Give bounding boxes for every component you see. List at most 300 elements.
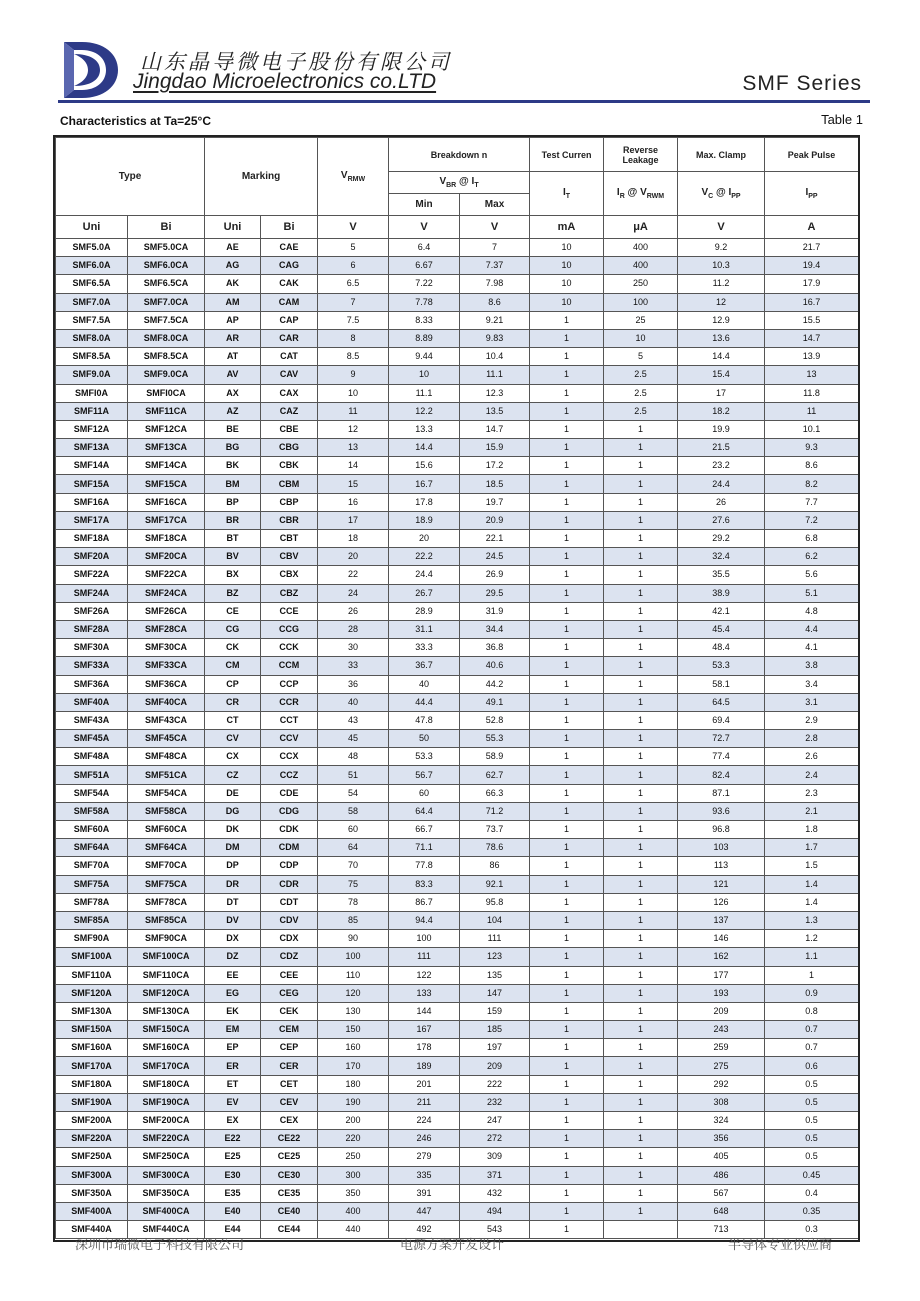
table-cell: SMF24CA <box>128 584 205 602</box>
table-cell: DV <box>205 911 261 929</box>
table-cell: 137 <box>678 911 765 929</box>
table-cell: 432 <box>460 1184 530 1202</box>
table-cell: 10 <box>530 293 604 311</box>
table-cell: 122 <box>389 966 460 984</box>
table-cell: CCM <box>261 657 318 675</box>
table-cell: SMF220A <box>56 1130 128 1148</box>
table-cell: 0.7 <box>765 1039 859 1057</box>
table-cell: 50 <box>389 730 460 748</box>
table-row <box>56 275 859 293</box>
table-cell: SMF13CA <box>128 439 205 457</box>
table-cell: 1 <box>604 584 678 602</box>
table-cell: 159 <box>460 1002 530 1020</box>
table-cell: SMF54CA <box>128 784 205 802</box>
table-cell: 1 <box>530 348 604 366</box>
table-row <box>56 548 859 566</box>
table-cell: 35.5 <box>678 566 765 584</box>
table-cell: 177 <box>678 966 765 984</box>
units-row <box>56 216 859 239</box>
table-cell: CE40 <box>261 1202 318 1220</box>
table-cell: 82.4 <box>678 766 765 784</box>
table-row <box>56 239 859 257</box>
table-cell: 1 <box>530 402 604 420</box>
table-cell: 543 <box>460 1221 530 1239</box>
table-cell: 0.5 <box>765 1075 859 1093</box>
table-cell: 1 <box>604 1057 678 1075</box>
header-type: Type <box>56 138 205 216</box>
table-cell: 220 <box>318 1130 389 1148</box>
table-cell: 1 <box>604 1202 678 1220</box>
table-cell: 17.2 <box>460 457 530 475</box>
table-cell: DZ <box>205 948 261 966</box>
table-cell: SMF200A <box>56 1112 128 1130</box>
table-cell: 250 <box>604 275 678 293</box>
table-row <box>56 966 859 984</box>
table-cell: 292 <box>678 1075 765 1093</box>
table-cell: E30 <box>205 1166 261 1184</box>
table-cell: SMF300A <box>56 1166 128 1184</box>
table-cell: 1 <box>604 930 678 948</box>
table-cell: DM <box>205 839 261 857</box>
table-cell: ET <box>205 1075 261 1093</box>
table-cell: 10 <box>530 257 604 275</box>
table-cell: 279 <box>389 1148 460 1166</box>
table-cell: 648 <box>678 1202 765 1220</box>
table-cell: EG <box>205 984 261 1002</box>
table-cell: SMF16CA <box>128 493 205 511</box>
table-cell: 30 <box>318 639 389 657</box>
table-cell: 5.6 <box>765 566 859 584</box>
table-label: Table 1 <box>821 112 863 127</box>
table-cell: 146 <box>678 930 765 948</box>
table-cell: SMF48CA <box>128 748 205 766</box>
table-cell: SMF75CA <box>128 875 205 893</box>
table-cell: 391 <box>389 1184 460 1202</box>
table-cell: SMF400A <box>56 1202 128 1220</box>
table-cell: 126 <box>678 893 765 911</box>
table-cell: 1 <box>604 1130 678 1148</box>
table-cell: CE44 <box>261 1221 318 1239</box>
footer-mid-text: 电源方案开发设计 <box>400 1237 505 1252</box>
table-cell: 1 <box>604 675 678 693</box>
header-test-current: Test Curren <box>530 138 604 172</box>
table-cell: CCR <box>261 693 318 711</box>
table-cell: SMF60CA <box>128 821 205 839</box>
table-cell: SMF12CA <box>128 420 205 438</box>
table-cell: 13.5 <box>460 402 530 420</box>
table-cell: 11 <box>765 402 859 420</box>
table-cell: SMFI0CA <box>128 384 205 402</box>
table-cell: CE30 <box>261 1166 318 1184</box>
header-ipp: $I_{PP}$ <box>765 172 859 216</box>
table-cell: CER <box>261 1057 318 1075</box>
table-cell: 64.5 <box>678 693 765 711</box>
table-cell: 1 <box>604 511 678 529</box>
table-cell: SMF70A <box>56 857 128 875</box>
footer-right-text: 半导体专业供应商 <box>728 1237 833 1252</box>
table-cell: 1 <box>604 439 678 457</box>
table-cell: 232 <box>460 1093 530 1111</box>
table-cell: 1 <box>530 802 604 820</box>
table-cell: 42.1 <box>678 602 765 620</box>
table-row <box>56 1093 859 1111</box>
table-cell: 73.7 <box>460 821 530 839</box>
table-cell: 36.8 <box>460 639 530 657</box>
table-row <box>56 457 859 475</box>
table-cell: 224 <box>389 1112 460 1130</box>
table-cell: 5.1 <box>765 584 859 602</box>
table-cell: SMF100A <box>56 948 128 966</box>
table-cell: 53.3 <box>389 748 460 766</box>
table-row <box>56 475 859 493</box>
table-row <box>56 766 859 784</box>
table-cell: 1 <box>530 620 604 638</box>
table-cell: SMF190CA <box>128 1093 205 1111</box>
table-cell: SMF85A <box>56 911 128 929</box>
table-cell: 110 <box>318 966 389 984</box>
table-cell: 10 <box>389 366 460 384</box>
table-cell: 0.4 <box>765 1184 859 1202</box>
table-cell: 58 <box>318 802 389 820</box>
table-cell: SMF16A <box>56 493 128 511</box>
table-cell: CBX <box>261 566 318 584</box>
table-cell: SMF350CA <box>128 1184 205 1202</box>
table-row <box>56 293 859 311</box>
table-cell: 54 <box>318 784 389 802</box>
table-cell: 19.7 <box>460 493 530 511</box>
table-cell: 32.4 <box>678 548 765 566</box>
table-cell: 3.8 <box>765 657 859 675</box>
table-cell: 77.4 <box>678 748 765 766</box>
table-cell: 6 <box>318 257 389 275</box>
table-cell: CAR <box>261 329 318 347</box>
table-cell: 1 <box>604 657 678 675</box>
table-cell: 58.9 <box>460 748 530 766</box>
table-cell: 1 <box>604 420 678 438</box>
table-cell: 486 <box>678 1166 765 1184</box>
table-cell: ER <box>205 1057 261 1075</box>
table-cell: CBG <box>261 439 318 457</box>
table-cell: CBV <box>261 548 318 566</box>
table-row <box>56 748 859 766</box>
table-cell: 47.8 <box>389 711 460 729</box>
table-cell: SMF9.0A <box>56 366 128 384</box>
table-cell: BT <box>205 530 261 548</box>
table-cell: SMF75A <box>56 875 128 893</box>
table-cell: 24 <box>318 584 389 602</box>
table-cell: 34.4 <box>460 620 530 638</box>
table-cell: SMF6.0CA <box>128 257 205 275</box>
table-cell: 86 <box>460 857 530 875</box>
table-cell: 10 <box>604 329 678 347</box>
table-cell: 1 <box>530 1130 604 1148</box>
table-cell: 1 <box>530 1002 604 1020</box>
table-cell: SMF150A <box>56 1021 128 1039</box>
table-cell: CDG <box>261 802 318 820</box>
table-cell: 18.9 <box>389 511 460 529</box>
table-cell: 1 <box>604 948 678 966</box>
table-cell: 1 <box>530 693 604 711</box>
table-cell: CDK <box>261 821 318 839</box>
table-cell: 2.8 <box>765 730 859 748</box>
table-cell: SMF40A <box>56 693 128 711</box>
header-reverse-leakage: Reverse Leakage <box>604 138 678 172</box>
table-cell: SMFI0A <box>56 384 128 402</box>
header-min: Min <box>389 194 460 216</box>
table-cell: 1 <box>604 639 678 657</box>
table-cell: 22.2 <box>389 548 460 566</box>
table-cell: SMF17A <box>56 511 128 529</box>
table-cell: 400 <box>604 257 678 275</box>
table-row <box>56 402 859 420</box>
table-row <box>56 1148 859 1166</box>
table-cell: 250 <box>318 1148 389 1166</box>
table-cell: 62.7 <box>460 766 530 784</box>
table-cell: 4.4 <box>765 620 859 638</box>
table-cell: 1 <box>530 1021 604 1039</box>
table-cell: 1 <box>530 966 604 984</box>
characteristics-table <box>55 137 859 1239</box>
footer-left-text: 深圳市瑞微电子科技有限公司 <box>75 1237 245 1252</box>
table-cell: SMF110A <box>56 966 128 984</box>
table-cell: SMF5.0CA <box>128 239 205 257</box>
table-cell: DT <box>205 893 261 911</box>
table-cell: CK <box>205 639 261 657</box>
table-cell: SMF440CA <box>128 1221 205 1239</box>
table-cell: AP <box>205 311 261 329</box>
table-cell: 12.2 <box>389 402 460 420</box>
table-cell: 1.4 <box>765 893 859 911</box>
table-cell: CDE <box>261 784 318 802</box>
table-cell: CAZ <box>261 402 318 420</box>
table-cell: CAK <box>261 275 318 293</box>
table-cell: 1 <box>530 530 604 548</box>
table-cell: SMF350A <box>56 1184 128 1202</box>
table-cell <box>604 1221 678 1239</box>
table-cell: 0.5 <box>765 1130 859 1148</box>
table-cell: CBP <box>261 493 318 511</box>
table-cell: 2.5 <box>604 402 678 420</box>
table-cell: CR <box>205 693 261 711</box>
table-cell: 1 <box>604 802 678 820</box>
table-cell: CBM <box>261 475 318 493</box>
table-row <box>56 1166 859 1184</box>
table-row <box>56 730 859 748</box>
table-cell: BK <box>205 457 261 475</box>
table-cell: 85 <box>318 911 389 929</box>
table-cell: DK <box>205 821 261 839</box>
table-cell: 12.3 <box>460 384 530 402</box>
table-cell: E22 <box>205 1130 261 1148</box>
table-cell: 1.1 <box>765 948 859 966</box>
unit-cell: Uni <box>205 216 261 239</box>
table-cell: CDP <box>261 857 318 875</box>
table-cell: SMF15CA <box>128 475 205 493</box>
table-cell: 24.4 <box>389 566 460 584</box>
table-cell: 1 <box>604 475 678 493</box>
table-cell: 1 <box>530 1166 604 1184</box>
table-cell: 1 <box>604 821 678 839</box>
table-cell: EK <box>205 1002 261 1020</box>
table-cell: SMF40CA <box>128 693 205 711</box>
table-cell: 130 <box>318 1002 389 1020</box>
table-cell: DP <box>205 857 261 875</box>
table-cell: EE <box>205 966 261 984</box>
table-cell: SMF170CA <box>128 1057 205 1075</box>
table-cell: 1 <box>530 766 604 784</box>
table-cell: SMF30A <box>56 639 128 657</box>
table-cell: CEV <box>261 1093 318 1111</box>
table-row <box>56 511 859 529</box>
table-cell: 1.3 <box>765 911 859 929</box>
header-marking: Marking <box>205 138 318 216</box>
table-cell: SMF17CA <box>128 511 205 529</box>
table-cell: 10 <box>530 239 604 257</box>
table-cell: 1 <box>604 493 678 511</box>
table-cell: 1 <box>530 329 604 347</box>
table-row <box>56 675 859 693</box>
table-row <box>56 930 859 948</box>
table-cell: 53.3 <box>678 657 765 675</box>
table-cell: 1 <box>604 693 678 711</box>
table-cell: 24.4 <box>678 475 765 493</box>
table-cell: 1 <box>604 548 678 566</box>
table-cell: AX <box>205 384 261 402</box>
table-cell: 308 <box>678 1093 765 1111</box>
table-cell: BG <box>205 439 261 457</box>
table-cell: CT <box>205 711 261 729</box>
table-cell: SMF30CA <box>128 639 205 657</box>
table-cell: SMF28A <box>56 620 128 638</box>
table-cell: 1 <box>604 911 678 929</box>
table-cell: 2.6 <box>765 748 859 766</box>
table-cell: 447 <box>389 1202 460 1220</box>
table-cell: SMF54A <box>56 784 128 802</box>
table-cell: SMF6.0A <box>56 257 128 275</box>
table-cell: SMF36CA <box>128 675 205 693</box>
table-cell: 17.9 <box>765 275 859 293</box>
table-cell: CBZ <box>261 584 318 602</box>
table-cell: 8 <box>318 329 389 347</box>
table-row <box>56 384 859 402</box>
table-cell: SMF45CA <box>128 730 205 748</box>
table-cell: 21.7 <box>765 239 859 257</box>
table-cell: 0.5 <box>765 1093 859 1111</box>
table-cell: 90 <box>318 930 389 948</box>
table-cell: 7.2 <box>765 511 859 529</box>
table-cell: 7.37 <box>460 257 530 275</box>
table-cell: AK <box>205 275 261 293</box>
table-cell: 21.5 <box>678 439 765 457</box>
table-cell: 6.5 <box>318 275 389 293</box>
table-cell: 6.4 <box>389 239 460 257</box>
header-vbr: $V_{BR}$ @ $I_T$ <box>389 172 530 194</box>
table-cell: 69.4 <box>678 711 765 729</box>
table-cell: 1.7 <box>765 839 859 857</box>
table-cell: DX <box>205 930 261 948</box>
table-cell: AM <box>205 293 261 311</box>
table-cell: 247 <box>460 1112 530 1130</box>
table-cell: 494 <box>460 1202 530 1220</box>
table-cell: 26.7 <box>389 584 460 602</box>
table-cell: 10.4 <box>460 348 530 366</box>
unit-cell: Bi <box>261 216 318 239</box>
table-cell: BR <box>205 511 261 529</box>
table-cell: SMF18CA <box>128 530 205 548</box>
table-cell: 1 <box>530 566 604 584</box>
table-cell: 335 <box>389 1166 460 1184</box>
table-cell: 324 <box>678 1112 765 1130</box>
table-row <box>56 530 859 548</box>
table-cell: 55.3 <box>460 730 530 748</box>
table-cell: 1 <box>604 784 678 802</box>
table-cell: CBR <box>261 511 318 529</box>
unit-cell: V <box>460 216 530 239</box>
table-cell: 13.3 <box>389 420 460 438</box>
table-cell: 275 <box>678 1057 765 1075</box>
table-cell: 9.44 <box>389 348 460 366</box>
table-cell: 14 <box>318 457 389 475</box>
unit-cell: A <box>765 216 859 239</box>
table-row <box>56 1002 859 1020</box>
table-cell: 167 <box>389 1021 460 1039</box>
table-cell: 1 <box>530 511 604 529</box>
table-cell: SMF15A <box>56 475 128 493</box>
table-cell: 12 <box>678 293 765 311</box>
table-cell: CCV <box>261 730 318 748</box>
table-cell: SMF45A <box>56 730 128 748</box>
table-cell: 16.7 <box>765 293 859 311</box>
table-cell: 2.1 <box>765 802 859 820</box>
table-cell: 11 <box>318 402 389 420</box>
table-cell: 356 <box>678 1130 765 1148</box>
table-row <box>56 311 859 329</box>
table-cell: SMF78A <box>56 893 128 911</box>
table-row <box>56 875 859 893</box>
table-cell: CCG <box>261 620 318 638</box>
table-cell: 8.6 <box>460 293 530 311</box>
table-cell: CP <box>205 675 261 693</box>
table-row <box>56 984 859 1002</box>
table-cell: CEK <box>261 1002 318 1020</box>
table-cell: SMF90A <box>56 930 128 948</box>
table-cell: SMF64CA <box>128 839 205 857</box>
table-cell: 95.8 <box>460 893 530 911</box>
table-cell: SMF7.0A <box>56 293 128 311</box>
table-body <box>56 239 859 1239</box>
table-cell: 185 <box>460 1021 530 1039</box>
table-cell: 1 <box>604 1093 678 1111</box>
table-cell: 309 <box>460 1148 530 1166</box>
table-cell: 1 <box>604 984 678 1002</box>
table-cell: 22 <box>318 566 389 584</box>
table-cell: CDM <box>261 839 318 857</box>
table-cell: 1 <box>530 584 604 602</box>
table-cell: SMF51CA <box>128 766 205 784</box>
table-cell: 14.7 <box>460 420 530 438</box>
table-cell: 1 <box>530 1221 604 1239</box>
table-row <box>56 366 859 384</box>
table-cell: E40 <box>205 1202 261 1220</box>
table-cell: 1 <box>530 893 604 911</box>
table-cell: 26 <box>318 602 389 620</box>
table-cell: 104 <box>460 911 530 929</box>
table-cell: 7.22 <box>389 275 460 293</box>
table-cell: 1 <box>530 948 604 966</box>
table-cell: CEG <box>261 984 318 1002</box>
table-row <box>56 420 859 438</box>
table-cell: AG <box>205 257 261 275</box>
